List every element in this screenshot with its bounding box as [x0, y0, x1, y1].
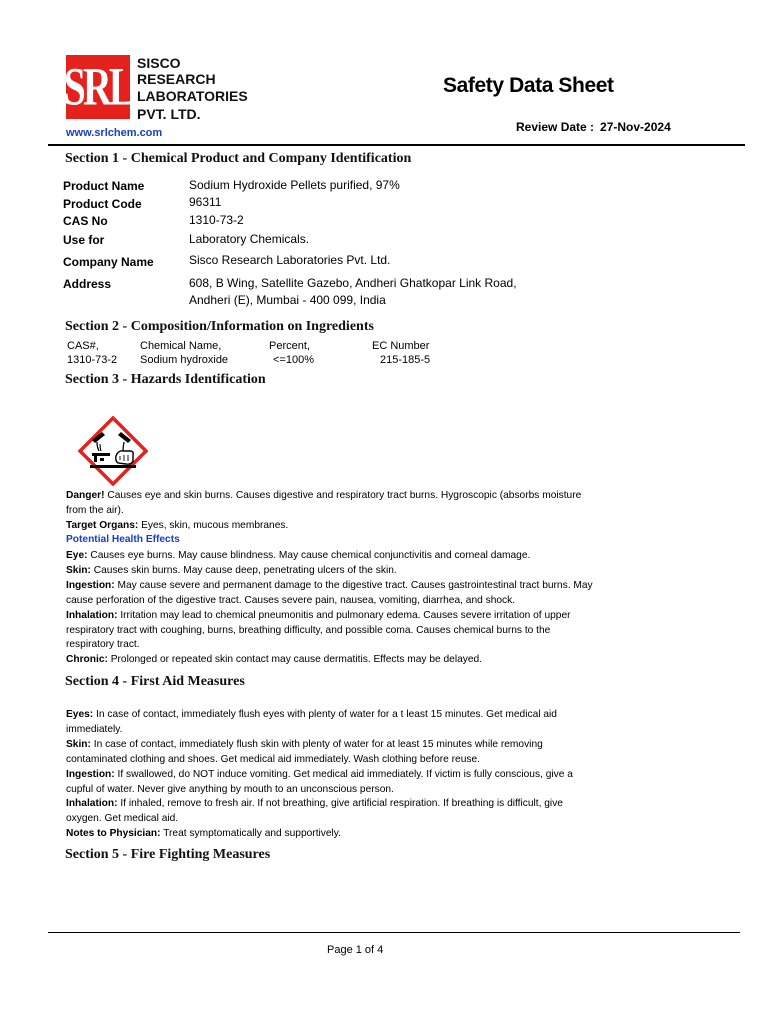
product-code-label: Product Code [63, 197, 142, 211]
section-3-heading: Section 3 - Hazards Identification [65, 372, 266, 387]
potential-health-effects-heading: Potential Health Effects [66, 534, 180, 545]
ingestion-label: Ingestion: [66, 579, 115, 591]
skin-text: In case of contact, immediately flush skin with plenty of water for at least 15 minutes while removing [90, 738, 543, 750]
logo-text: SRL [63, 55, 133, 117]
composition-header-ec: EC Number [372, 340, 430, 352]
composition-cell-percent: <=100% [273, 354, 314, 366]
company-name-line: PVT. LTD. [137, 106, 201, 122]
use-value: Laboratory Chemicals. [189, 232, 310, 246]
company-name-line: LABORATORIES [137, 88, 248, 104]
composition-header-percent: Percent, [269, 340, 310, 352]
composition-cell-name: Sodium hydroxide [140, 354, 229, 366]
ingestion-text: If swallowed, do NOT induce vomiting. Get medical aid immediately. If victim is fully conscious, give a [114, 768, 573, 780]
eyes-label: Eyes: [66, 709, 94, 720]
page-number: Page 1 of 4 [327, 944, 384, 956]
document-title: Safety Data Sheet [443, 74, 614, 97]
footer-divider [48, 932, 740, 933]
inhalation-text-cont: oxygen. Get medical aid. [66, 813, 179, 825]
inhalation-text: If inhaled, remove to fresh air. If not breathing, give artificial respiration. If breathing is difficult, give [117, 798, 563, 810]
skin-label: Skin: [66, 564, 91, 576]
corrosion-pictogram-icon [78, 416, 148, 486]
chronic-label: Chronic: [66, 654, 108, 666]
use-label: Use for [63, 233, 105, 247]
eyes-text-cont: immediately. [66, 723, 123, 735]
composition-cell-ec: 215-185-5 [380, 354, 431, 366]
review-date-label: Review Date : [516, 120, 595, 134]
eye-label: Eye: [66, 550, 88, 561]
target-organs-label: Target Organs: [66, 519, 139, 531]
ingestion-text-cont: cupful of water. Never give anything by mouth to an unconscious person. [66, 783, 394, 795]
address-line-2: Andheri (E), Mumbai - 400 099, India [189, 293, 386, 307]
ingestion-text: May cause severe and permanent damage to the digestive tract. Causes gastrointestinal tract burns. May [114, 579, 593, 591]
chronic-text: Prolonged or repeated skin contact may cause dermatitis. Effects may be delayed. [107, 654, 483, 666]
review-date [516, 120, 671, 134]
website-link[interactable]: www.srlchem.com [66, 127, 163, 139]
company-name-line: SISCO [137, 55, 181, 71]
danger-text-cont: from the air). [66, 504, 124, 516]
section-5-heading: Section 5 - Fire Fighting Measures [65, 847, 271, 862]
header-divider [48, 144, 745, 146]
danger-label: Danger! [66, 490, 105, 501]
cas-value: 1310-73-2 [189, 213, 244, 227]
inhalation-label: Inhalation: [66, 798, 118, 810]
section-2-heading: Section 2 - Composition/Information on Ingredients [65, 319, 374, 334]
inhalation-text: Irritation may lead to chemical pneumonitis and pulmonary edema. Causes severe irritation of upper [117, 609, 571, 621]
eyes-text: In case of contact, immediately flush eyes with plenty of water for a t least 15 minutes. Get medical aid [93, 709, 557, 720]
composition-cell-cas: 1310-73-2 [67, 354, 118, 366]
composition-header-name: Chemical Name, [140, 340, 222, 352]
section-1-heading: Section 1 - Chemical Product and Company Identification [65, 151, 412, 166]
review-date-value: 27-Nov-2024 [600, 120, 671, 134]
section-4-heading: Section 4 - First Aid Measures [65, 674, 245, 689]
company-value: Sisco Research Laboratories Pvt. Ltd. [189, 253, 391, 267]
cas-label: CAS No [63, 214, 108, 228]
health-effects-text [66, 549, 666, 668]
first-aid-text [66, 708, 666, 842]
company-name-line: RESEARCH [137, 71, 216, 87]
address-line-1: 608, B Wing, Satellite Gazebo, Andheri Ghatkopar Link Road, [189, 276, 517, 290]
target-organs-text: Eyes, skin, mucous membranes. [138, 519, 289, 531]
ingestion-text-cont: cause perforation of the digestive tract. Causes severe pain, nausea, vomiting, diarrhea, and shock. [66, 594, 516, 606]
physician-text: Treat symptomatically and supportively. [160, 828, 341, 840]
skin-text: Causes skin burns. May cause deep, penetrating ulcers of the skin. [90, 564, 397, 576]
srl-logo [63, 55, 133, 119]
physician-label: Notes to Physician: [66, 828, 161, 840]
inhalation-text-cont: respiratory tract. [66, 639, 140, 651]
inhalation-label: Inhalation: [66, 609, 118, 621]
danger-statement [66, 489, 666, 534]
inhalation-text-cont: respiratory tract with coughing, burns, breathing difficulty, and possible coma. Causes chemical burns to the [66, 624, 551, 636]
product-name-label: Product Name [63, 179, 145, 193]
composition-header-cas: CAS#, [67, 340, 99, 352]
eye-text: Causes eye burns. May cause blindness. May cause chemical conjunctivitis and corneal damage. [87, 550, 531, 561]
skin-text-cont: contaminated clothing and shoes. Get medical aid immediately. Wash clothing before reuse. [66, 753, 480, 765]
address-label: Address [63, 277, 112, 291]
danger-text: Causes eye and skin burns. Causes digestive and respiratory tract burns. Hygroscopic (absorbs moisture [104, 490, 582, 501]
product-code-value: 96311 [189, 195, 222, 209]
company-label: Company Name [63, 255, 154, 269]
product-name-value: Sodium Hydroxide Pellets purified, 97% [189, 178, 400, 192]
ingestion-label: Ingestion: [66, 768, 115, 780]
skin-label: Skin: [66, 738, 91, 750]
